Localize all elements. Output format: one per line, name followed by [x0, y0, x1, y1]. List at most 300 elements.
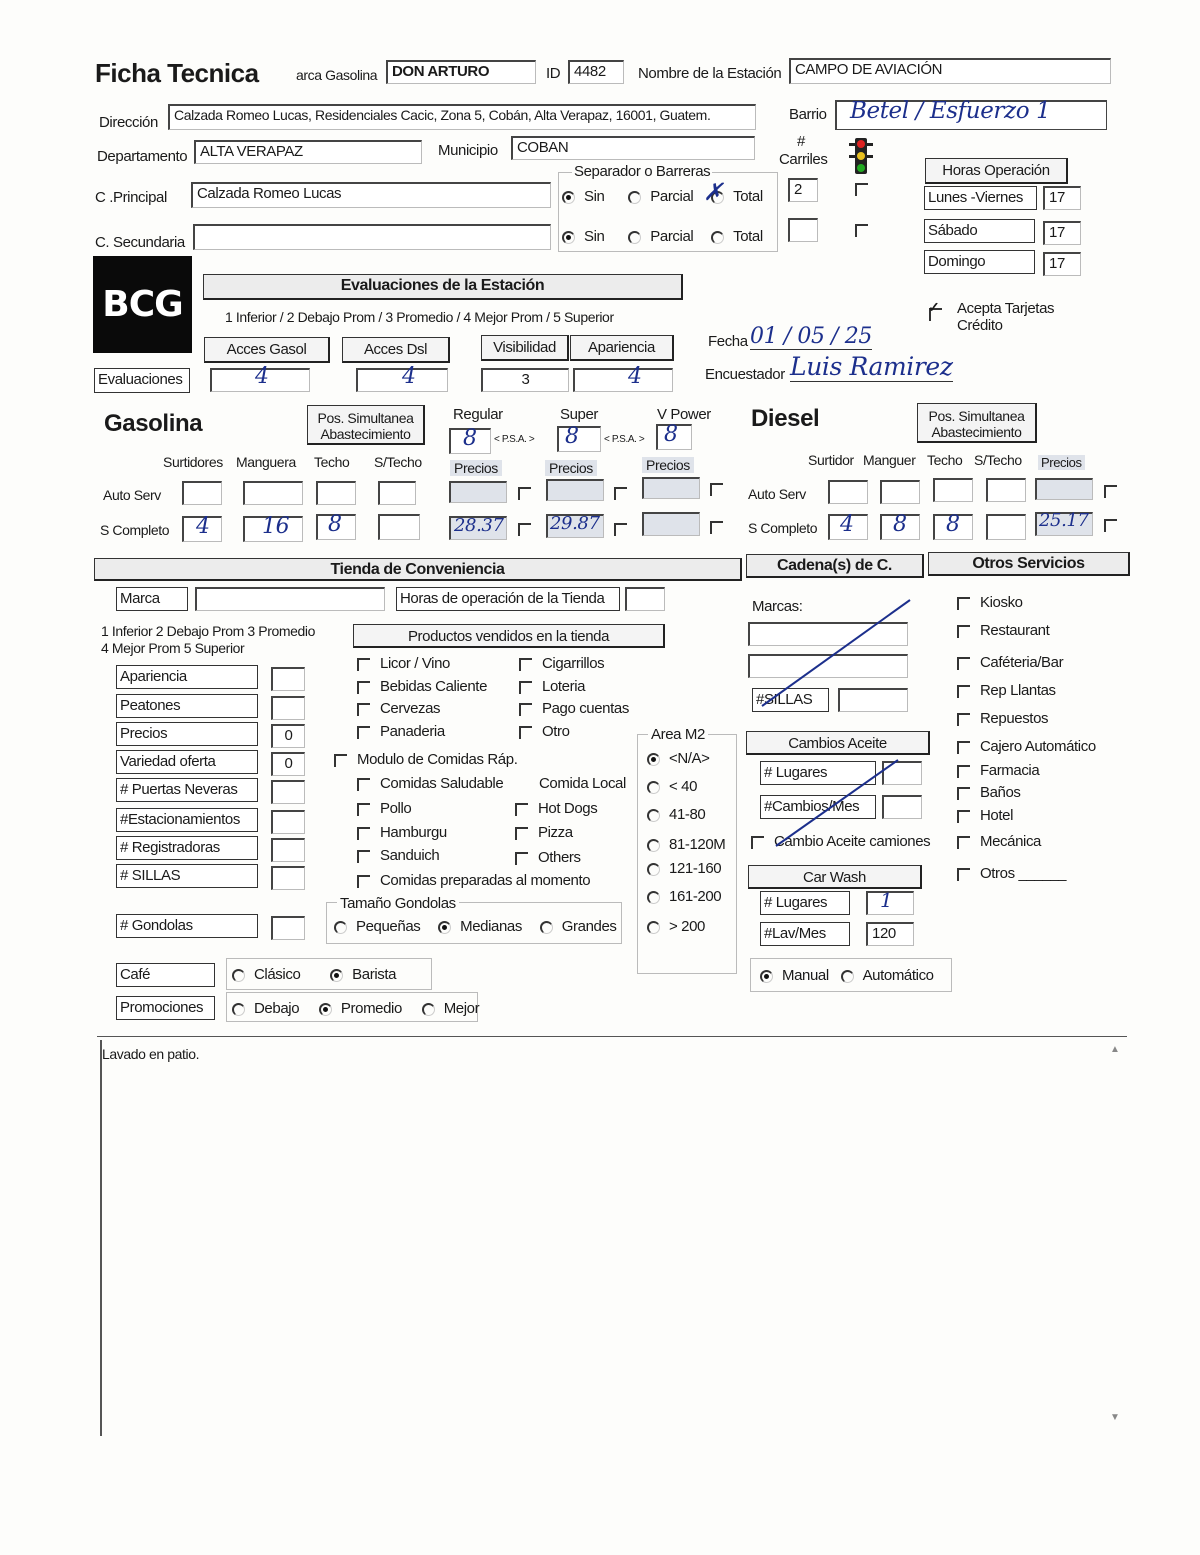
- direccion-field[interactable]: Calzada Romeo Lucas, Residenciales Cacic, Zona 5, Cobán, Alta Verapaz, 16001, Guatem.: [168, 104, 756, 130]
- parcial-label-2: Parcial: [650, 228, 694, 245]
- tienda-field-value[interactable]: [271, 916, 305, 940]
- servicio-label: Rep Llantas: [980, 682, 1056, 699]
- area-option-label: 161-200: [669, 888, 722, 905]
- tienda-field-label: #Estacionamientos: [116, 808, 258, 832]
- total-label-2: Total: [733, 228, 763, 245]
- gas-auto-precio-regular[interactable]: [449, 481, 507, 503]
- tienda-field-value[interactable]: [271, 838, 305, 862]
- sin-label-2: Sin: [584, 228, 605, 245]
- area-option-label: < 40: [669, 778, 698, 795]
- comida-checkbox[interactable]: [357, 803, 370, 816]
- producto-checkbox[interactable]: [519, 703, 532, 716]
- area-option: [647, 778, 697, 795]
- tienda-horas-label: Horas de operación de la Tienda: [396, 587, 620, 611]
- saludable-row: [357, 775, 503, 792]
- traffic-light-icon: [848, 137, 872, 173]
- gas-sc-precio-regular-value: 28.37: [454, 515, 504, 536]
- gas-col-techo: Techo: [314, 454, 350, 470]
- producto-label: Bebidas Caliente: [380, 678, 488, 695]
- servicio-label: Mecánica: [980, 833, 1041, 850]
- principal-label: C .Principal: [95, 189, 167, 206]
- comida-row: [515, 800, 597, 817]
- comida-row: [515, 849, 581, 866]
- tienda-field-value[interactable]: [271, 810, 305, 834]
- diesel-col-stecho: S/Techo: [974, 452, 1022, 468]
- debajo-radio[interactable]: [232, 1003, 245, 1016]
- gas-auto-surtidores[interactable]: [182, 481, 222, 505]
- gas-auto-cb-3[interactable]: [710, 480, 733, 497]
- area-radio[interactable]: [647, 891, 660, 904]
- super-label: Super: [560, 406, 599, 423]
- producto-checkbox[interactable]: [519, 726, 532, 739]
- producto-row: [357, 700, 440, 717]
- comida-checkbox[interactable]: [357, 850, 370, 863]
- tienda-field-label: Apariencia: [116, 665, 258, 689]
- evaluaciones-scale: 1 Inferior / 2 Debajo Prom / 3 Promedio / 4 Mejor Prom / 5 Superior: [225, 309, 614, 325]
- producto-label: Cigarrillos: [542, 655, 605, 672]
- encuestador-label: Encuestador: [705, 366, 785, 383]
- parcial-radio[interactable]: [628, 191, 641, 204]
- servicio-label: Hotel: [980, 807, 1014, 824]
- producto-checkbox[interactable]: [357, 658, 370, 671]
- cadena-marcas-label: Marcas:: [752, 598, 803, 615]
- comida-label: Sanduich: [380, 847, 440, 864]
- servicio-label: Cajero Automático: [980, 738, 1096, 755]
- bcg-logo: [93, 256, 192, 353]
- automatico-radio[interactable]: [841, 970, 854, 983]
- area-radio[interactable]: [647, 753, 660, 766]
- diesel-pos-label-2: Abastecimiento: [931, 424, 1022, 440]
- mejor-label: Mejor: [443, 1000, 480, 1017]
- cafe-options: [232, 966, 396, 983]
- medianas-label: Medianas: [460, 918, 522, 935]
- tienda-field-value[interactable]: [271, 866, 305, 890]
- diesel-sc-label: S Completo: [748, 520, 818, 536]
- gas-sc-cb-1[interactable]: [518, 520, 541, 537]
- secundaria-label: C. Secundaria: [95, 234, 185, 251]
- logo-text: BCG: [102, 284, 183, 325]
- grandes-radio[interactable]: [540, 921, 553, 934]
- area-radio[interactable]: [647, 839, 660, 852]
- tienda-field-value[interactable]: [271, 696, 305, 720]
- producto-checkbox[interactable]: [357, 726, 370, 739]
- tienda-field-value[interactable]: [271, 780, 305, 804]
- modulo-label: Modulo de Comidas Ráp.: [357, 751, 518, 768]
- super-field[interactable]: [557, 426, 601, 452]
- acces-gasol-value: 4: [255, 364, 269, 389]
- cafe-label: Café: [116, 963, 215, 987]
- gas-precios-2: Precios: [545, 460, 597, 476]
- gas-sc-cb-3[interactable]: [710, 518, 733, 535]
- producto-row: [519, 655, 604, 672]
- parcial-radio-2[interactable]: [628, 231, 641, 244]
- vpower-value: 8: [664, 422, 678, 447]
- pequenas-label: Pequeñas: [356, 918, 421, 935]
- gas-precios-1: Precios: [450, 460, 502, 476]
- servicio-checkbox[interactable]: [957, 868, 970, 881]
- cadena-strike-line: [760, 598, 912, 710]
- saludable-checkbox[interactable]: [357, 778, 370, 791]
- diesel-sc-cb[interactable]: [1104, 516, 1127, 533]
- separador-row1: [562, 188, 763, 205]
- diesel-auto-techo[interactable]: [933, 478, 973, 502]
- servicio-row: [957, 738, 1096, 755]
- tienda-field-label: # Puertas Neveras: [116, 778, 258, 802]
- diesel-pos-label-1: Pos. Simultanea: [928, 408, 1025, 424]
- producto-label: Panaderia: [380, 723, 445, 740]
- tienda-field-label: Peatones: [116, 694, 258, 718]
- marca-label: arca Gasolina: [296, 67, 378, 83]
- servicio-row: [957, 594, 1023, 611]
- servicio-label: Kiosko: [980, 594, 1023, 611]
- area-option-label: 121-160: [669, 860, 722, 877]
- sabado-label: Sábado: [924, 219, 1035, 243]
- tienda-marca-label: Marca: [116, 587, 188, 611]
- servicio-checkbox[interactable]: [957, 765, 970, 778]
- servicio-checkbox[interactable]: [957, 657, 970, 670]
- area-option-label: <N/A>: [669, 750, 710, 767]
- diesel-col-techo: Techo: [927, 452, 963, 468]
- servicio-row: [957, 865, 1066, 882]
- principal-field[interactable]: Calzada Romeo Lucas: [191, 182, 551, 208]
- domingo-label: Domingo: [924, 250, 1035, 274]
- servicio-row: [957, 784, 1021, 801]
- nombre-estacion-field[interactable]: CAMPO DE AVIACIÓN: [789, 58, 1111, 84]
- area-radio[interactable]: [647, 863, 660, 876]
- diesel-auto-manguer[interactable]: [880, 480, 920, 504]
- diesel-sc-stecho[interactable]: [986, 514, 1026, 540]
- productos-header: Productos vendidos en la tienda: [353, 624, 665, 648]
- producto-label: Loteria: [542, 678, 586, 695]
- area-option: [647, 918, 705, 935]
- total-label: Total: [733, 188, 763, 205]
- producto-label: Cervezas: [380, 700, 441, 717]
- tienda-scale-1: 1 Inferior 2 Debajo Prom 3 Promedio: [101, 623, 315, 639]
- gas-sc-manguera-value: 16: [262, 514, 290, 539]
- producto-checkbox[interactable]: [519, 681, 532, 694]
- automatico-label: Automático: [862, 967, 934, 984]
- carriles-field-2[interactable]: [788, 218, 818, 242]
- gas-auto-techo[interactable]: [316, 481, 356, 505]
- tienda-field-label: Variedad oferta: [116, 750, 258, 774]
- horas-operacion-header: Horas Operación: [925, 158, 1068, 184]
- apariencia-value: 4: [628, 364, 642, 389]
- saludable-label: Comidas Saludable: [380, 775, 504, 792]
- servicio-checkbox[interactable]: [957, 625, 970, 638]
- separador-row2: [562, 228, 763, 245]
- producto-row: [519, 678, 585, 695]
- diesel-auto-stecho[interactable]: [986, 478, 1026, 502]
- comentarios-textarea[interactable]: [100, 1040, 1130, 1436]
- gas-auto-cb-1[interactable]: [518, 484, 541, 501]
- area-radio[interactable]: [647, 921, 660, 934]
- apariencia-header: Apariencia: [570, 335, 674, 361]
- carwash-tipo-options: [760, 967, 934, 984]
- tienda-marca-field[interactable]: [195, 587, 385, 611]
- comida-label: Others: [538, 849, 581, 866]
- id-field[interactable]: 4482: [568, 60, 624, 84]
- diesel-sc-surtidor-value: 4: [840, 512, 854, 537]
- evaluaciones-title: Evaluaciones de la Estación: [203, 274, 683, 300]
- comida-row: [357, 847, 439, 864]
- servicio-checkbox[interactable]: [957, 787, 970, 800]
- gas-auto-precio-vpower[interactable]: [642, 477, 700, 499]
- gas-sc-cb-2[interactable]: [614, 520, 637, 537]
- carriles-checkbox-1[interactable]: [855, 180, 878, 197]
- carriles-checkbox-2[interactable]: [855, 221, 878, 238]
- gas-col-stecho: S/Techo: [374, 454, 422, 470]
- producto-row: [519, 723, 570, 740]
- aceite-lugares-label: # Lugares: [760, 761, 876, 785]
- comida-label: Pollo: [380, 800, 412, 817]
- grandes-label: Grandes: [561, 918, 617, 935]
- comida-checkbox[interactable]: [515, 803, 528, 816]
- diesel-sc-techo-value: 8: [946, 512, 960, 537]
- comida-row: [357, 800, 411, 817]
- gas-sc-label: S Completo: [100, 522, 170, 538]
- servicio-label: Otros ______: [980, 865, 1067, 882]
- barrio-handwritten: Betel / Esfuerzo 1: [850, 98, 1051, 124]
- departamento-field[interactable]: ALTA VERAPAZ: [194, 140, 422, 164]
- visibilidad-field[interactable]: 3: [481, 368, 569, 392]
- gas-sc-surtidores-value: 4: [196, 514, 210, 539]
- comentarios-divider: [97, 1036, 1127, 1037]
- modulo-checkbox[interactable]: [334, 754, 347, 767]
- sabado-field[interactable]: 17: [1043, 221, 1081, 245]
- tarjetas-label-1: Acepta Tarjetas: [957, 300, 1055, 317]
- servicio-checkbox[interactable]: [957, 741, 970, 754]
- secundaria-field[interactable]: [193, 224, 551, 250]
- psa-label-2: < P.S.A. >: [604, 434, 645, 445]
- aceite-cambios-label: #Cambios/Mes: [760, 795, 876, 819]
- area-label: Area M2: [648, 726, 708, 743]
- barista-label: Barista: [352, 966, 397, 983]
- fecha-value[interactable]: 01 / 05 / 25: [750, 324, 872, 349]
- carwash-lav-field[interactable]: 120: [866, 922, 914, 946]
- acces-dsl-header: Acces Dsl: [342, 337, 450, 363]
- regular-value: 8: [463, 426, 477, 451]
- gas-auto-precio-super[interactable]: [546, 479, 604, 501]
- municipio-field[interactable]: COBAN: [511, 136, 755, 160]
- carwash-lav-label: #Lav/Mes: [760, 922, 850, 946]
- producto-label: Otro: [542, 723, 570, 740]
- diesel-auto-label: Auto Serv: [748, 486, 806, 502]
- manual-label: Manual: [782, 967, 829, 984]
- promedio-label: Promedio: [340, 1000, 402, 1017]
- tienda-field-label: # Registradoras: [116, 836, 258, 860]
- evaluaciones-label: Evaluaciones: [94, 368, 190, 393]
- diesel-auto-precio[interactable]: [1035, 478, 1093, 500]
- diesel-sc-manguer-value: 8: [893, 512, 907, 537]
- pos-label-1: Pos. Simultanea: [317, 410, 414, 426]
- carwash-lugares-label: # Lugares: [760, 891, 850, 915]
- carriles-field-1[interactable]: 2: [788, 178, 818, 202]
- area-option: [647, 806, 705, 823]
- servicio-row: [957, 807, 1013, 824]
- preparadas-row: [357, 872, 590, 889]
- pequenas-radio[interactable]: [334, 921, 347, 934]
- servicio-checkbox[interactable]: [957, 685, 970, 698]
- comida-checkbox[interactable]: [515, 852, 528, 865]
- comida-checkbox[interactable]: [357, 827, 370, 840]
- comida-label: Hamburgu: [380, 824, 447, 841]
- diesel-col-manguer: Manguer: [863, 452, 916, 468]
- total-radio-2[interactable]: [711, 231, 724, 244]
- barista-radio[interactable]: [330, 969, 343, 982]
- gas-col-manguera: Manguera: [236, 454, 296, 470]
- total-checkmark: ✗: [703, 178, 723, 206]
- gas-auto-serv-label: Auto Serv: [103, 487, 161, 503]
- gas-sc-precio-vpower[interactable]: [642, 512, 700, 536]
- servicio-checkbox[interactable]: [957, 597, 970, 610]
- promociones-label: Promociones: [116, 996, 215, 1020]
- gas-sc-precio-super-value: 29.87: [550, 513, 600, 534]
- carwash-lugares-value: 1: [880, 888, 893, 912]
- producto-row: [357, 678, 487, 695]
- servicio-row: [957, 710, 1048, 727]
- modulo-row: [334, 751, 517, 768]
- gas-auto-cb-2[interactable]: [614, 484, 637, 501]
- regular-label: Regular: [453, 406, 503, 423]
- pos-label-2: Abastecimiento: [320, 426, 411, 442]
- diesel-auto-surtidor[interactable]: [828, 480, 868, 504]
- form-title: Ficha Tecnica: [95, 58, 259, 88]
- cadena-sillas-label: #SILLAS: [752, 688, 829, 712]
- area-radio[interactable]: [647, 809, 660, 822]
- visibilidad-header: Visibilidad: [481, 335, 569, 361]
- carriles-label: Carriles: [779, 151, 828, 168]
- promedio-radio[interactable]: [319, 1003, 332, 1016]
- gasolina-title: Gasolina: [104, 410, 203, 437]
- comida-checkbox[interactable]: [515, 827, 528, 840]
- nombre-label: Nombre de la Estación: [638, 65, 782, 82]
- tienda-field-label: Precios: [116, 722, 258, 746]
- municipio-label: Municipio: [438, 142, 498, 159]
- tienda-field-label: # SILLAS: [116, 864, 258, 888]
- marca-gasolina-field[interactable]: DON ARTURO: [386, 60, 536, 84]
- mejor-radio[interactable]: [422, 1003, 435, 1016]
- tienda-field-value[interactable]: [271, 667, 305, 691]
- preparadas-label: Comidas preparadas al momento: [380, 872, 591, 889]
- comida-label: Pizza: [538, 824, 573, 841]
- debajo-label: Debajo: [254, 1000, 300, 1017]
- gas-sc-techo-value: 8: [328, 512, 342, 537]
- area-option: [647, 750, 710, 767]
- carwash-title: Car Wash: [748, 865, 922, 889]
- fecha-label: Fecha: [708, 333, 748, 350]
- tarjetas-check-mark: ✓: [928, 299, 940, 315]
- producto-row: [357, 723, 445, 740]
- comentarios-text: Lavado en patio.: [102, 1046, 200, 1062]
- aceite-camiones-label: Cambio Aceite camiones: [774, 833, 931, 850]
- servicio-row: [957, 682, 1056, 699]
- diesel-pos-simultanea: [917, 403, 1037, 443]
- tienda-horas-field[interactable]: [625, 587, 665, 611]
- servicio-row: [957, 833, 1041, 850]
- area-group: [637, 734, 737, 974]
- scroll-up-icon[interactable]: ▲: [1110, 1044, 1120, 1055]
- gas-sc-stecho[interactable]: [378, 514, 420, 540]
- tienda-field-value[interactable]: 0: [271, 752, 305, 776]
- producto-checkbox[interactable]: [519, 658, 532, 671]
- manual-radio[interactable]: [760, 970, 773, 983]
- servicio-label: Caféteria/Bar: [980, 654, 1064, 671]
- servicio-row: [957, 622, 1049, 639]
- acces-dsl-value: 4: [402, 364, 416, 389]
- lunes-viernes-label: Lunes -Viernes: [924, 186, 1037, 210]
- gas-auto-stecho[interactable]: [378, 481, 416, 505]
- cadena-title: Cadena(s) de C.: [746, 554, 924, 578]
- gas-col-surtidores: Surtidores: [163, 454, 223, 470]
- scroll-down-icon[interactable]: ▼: [1110, 1412, 1120, 1423]
- producto-checkbox[interactable]: [357, 681, 370, 694]
- gas-auto-manguera[interactable]: [243, 481, 303, 505]
- diesel-col-surtidor: Surtidor: [808, 452, 854, 468]
- servicio-checkbox[interactable]: [957, 713, 970, 726]
- producto-label: Licor / Vino: [380, 655, 450, 672]
- area-option: [647, 860, 721, 877]
- comida-row: [357, 824, 447, 841]
- servicio-label: Farmacia: [980, 762, 1040, 779]
- area-option-label: 81-120M: [669, 836, 726, 853]
- tienda-field-label: # Gondolas: [116, 914, 258, 938]
- producto-label: Pago cuentas: [542, 700, 629, 717]
- tienda-field-value[interactable]: 0: [271, 724, 305, 748]
- servicio-row: [957, 654, 1063, 671]
- gas-precios-3: Precios: [642, 457, 694, 473]
- aceite-strike-line: [760, 758, 900, 850]
- servicio-label: Repuestos: [980, 710, 1049, 727]
- servicio-checkbox[interactable]: [957, 810, 970, 823]
- comida-label: Hot Dogs: [538, 800, 598, 817]
- area-option: [647, 836, 725, 853]
- diesel-title: Diesel: [751, 405, 820, 432]
- area-option: [647, 888, 721, 905]
- area-radio[interactable]: [647, 781, 660, 794]
- clasico-radio[interactable]: [232, 969, 245, 982]
- gondolas-label: Tamaño Gondolas: [337, 895, 459, 912]
- gasolina-pos-simultanea: [307, 405, 425, 445]
- apariencia-field[interactable]: [573, 368, 673, 392]
- servicio-label: Restaurant: [980, 622, 1050, 639]
- clasico-label: Clásico: [254, 966, 301, 983]
- comida-local-label: Comida Local: [539, 775, 626, 792]
- promo-options: [232, 1000, 479, 1017]
- vpower-label: V Power: [657, 406, 711, 423]
- preparadas-checkbox[interactable]: [357, 875, 370, 888]
- comida-row: [515, 824, 573, 841]
- servicio-checkbox[interactable]: [957, 836, 970, 849]
- encuestador-value[interactable]: Luis Ramirez: [790, 352, 953, 381]
- tarjetas-label-2: Crédito: [957, 317, 1003, 334]
- sin-radio-2[interactable]: [562, 231, 575, 244]
- otros-servicios-title: Otros Servicios: [928, 552, 1130, 576]
- medianas-radio[interactable]: [438, 921, 451, 934]
- domingo-field[interactable]: 17: [1043, 252, 1081, 276]
- tienda-scale-2: 4 Mejor Prom 5 Superior: [101, 640, 245, 656]
- producto-checkbox[interactable]: [357, 703, 370, 716]
- separador-label: Separador o Barreras: [574, 163, 711, 180]
- parcial-label: Parcial: [650, 188, 694, 205]
- area-option-label: > 200: [669, 918, 705, 935]
- tienda-title: Tienda de Conveniencia: [94, 558, 742, 581]
- diesel-auto-cb[interactable]: [1104, 482, 1127, 499]
- sin-radio[interactable]: [562, 191, 575, 204]
- lunes-viernes-field[interactable]: 17: [1043, 186, 1081, 210]
- super-value: 8: [565, 424, 579, 449]
- id-label: ID: [546, 65, 561, 82]
- producto-row: [519, 700, 629, 717]
